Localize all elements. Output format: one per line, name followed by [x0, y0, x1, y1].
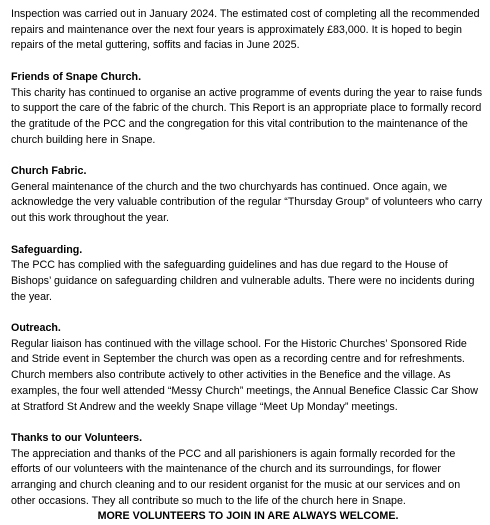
report-page: [11, 7, 485, 525]
section-body: This charity has continued to organise an active programme of events during the year to raise funds to support the care of the fabric of the church. This Report is an appropriate place to formally record the gratitude of the PCC and the congregation for this vital contribution to the maintenance of the church building here in Snape.: [11, 86, 483, 146]
section-heading: Friends of Snape Church.: [11, 70, 142, 83]
section-gap: [11, 227, 485, 243]
section-body: The PCC has complied with the safeguarding guidelines and has due regard to the House of Bishops’ guidance on safeguarding children and vulnerable adults. There were no incidents during the year.: [11, 259, 475, 303]
section-gap: [11, 305, 485, 321]
section-heading: Outreach.: [11, 322, 61, 334]
section-gap: [11, 415, 485, 431]
section-body: General maintenance of the church and the two churchyards has continued. Once again, we acknowledge the very valuable contribution of the regular “Thursday Group” of volunteers who carry out this work throughout the year.: [11, 180, 483, 225]
section-body: The appreciation and thanks of the PCC and all parishioners is again formally recorded for the efforts of our volunteers with the maintenance of the church and its surroundings, for flower arranging and church cleaning and to our resident organist for the music at our services and on other occasions. They all contribute so much to the life of the church here in Snape.: [11, 447, 461, 507]
section-heading: Church Fabric.: [11, 165, 87, 177]
section-outreach: [11, 321, 485, 415]
section-heading: Safeguarding.: [11, 243, 83, 256]
section-gap: [11, 54, 485, 70]
section-friends: [11, 70, 485, 149]
section-gap: [11, 148, 485, 164]
section-volunteers: [11, 431, 485, 510]
intro-paragraph: Inspection was carried out in January 2024. The estimated cost of completing all the recommended repairs and maintenance over the next four years is approximately £83,000. It is hoped to begin repairs of the metal guttering, soffits and facias in June 2025.: [11, 8, 480, 52]
section-safeguarding: [11, 243, 485, 306]
closing-line: MORE VOLUNTEERS TO JOIN IN ARE ALWAYS WELCOME.: [97, 510, 399, 523]
section-body: Regular liaison has continued with the village school. For the Historic Churches’ Sponsored Ride and Stride event in September the church was open as a recording centre and for refreshments. Church members also contribute actively to other activities in the Benefice and the village. As examples, the four well attended “Messy Church” meetings, the Annual Benefice Classic Car Show at Stratford St Andrew and the weekly Snape village “Meet Up Monday” meetings.: [11, 337, 478, 413]
section-heading: Thanks to our Volunteers.: [11, 431, 143, 444]
section-church-fabric: [11, 164, 485, 227]
